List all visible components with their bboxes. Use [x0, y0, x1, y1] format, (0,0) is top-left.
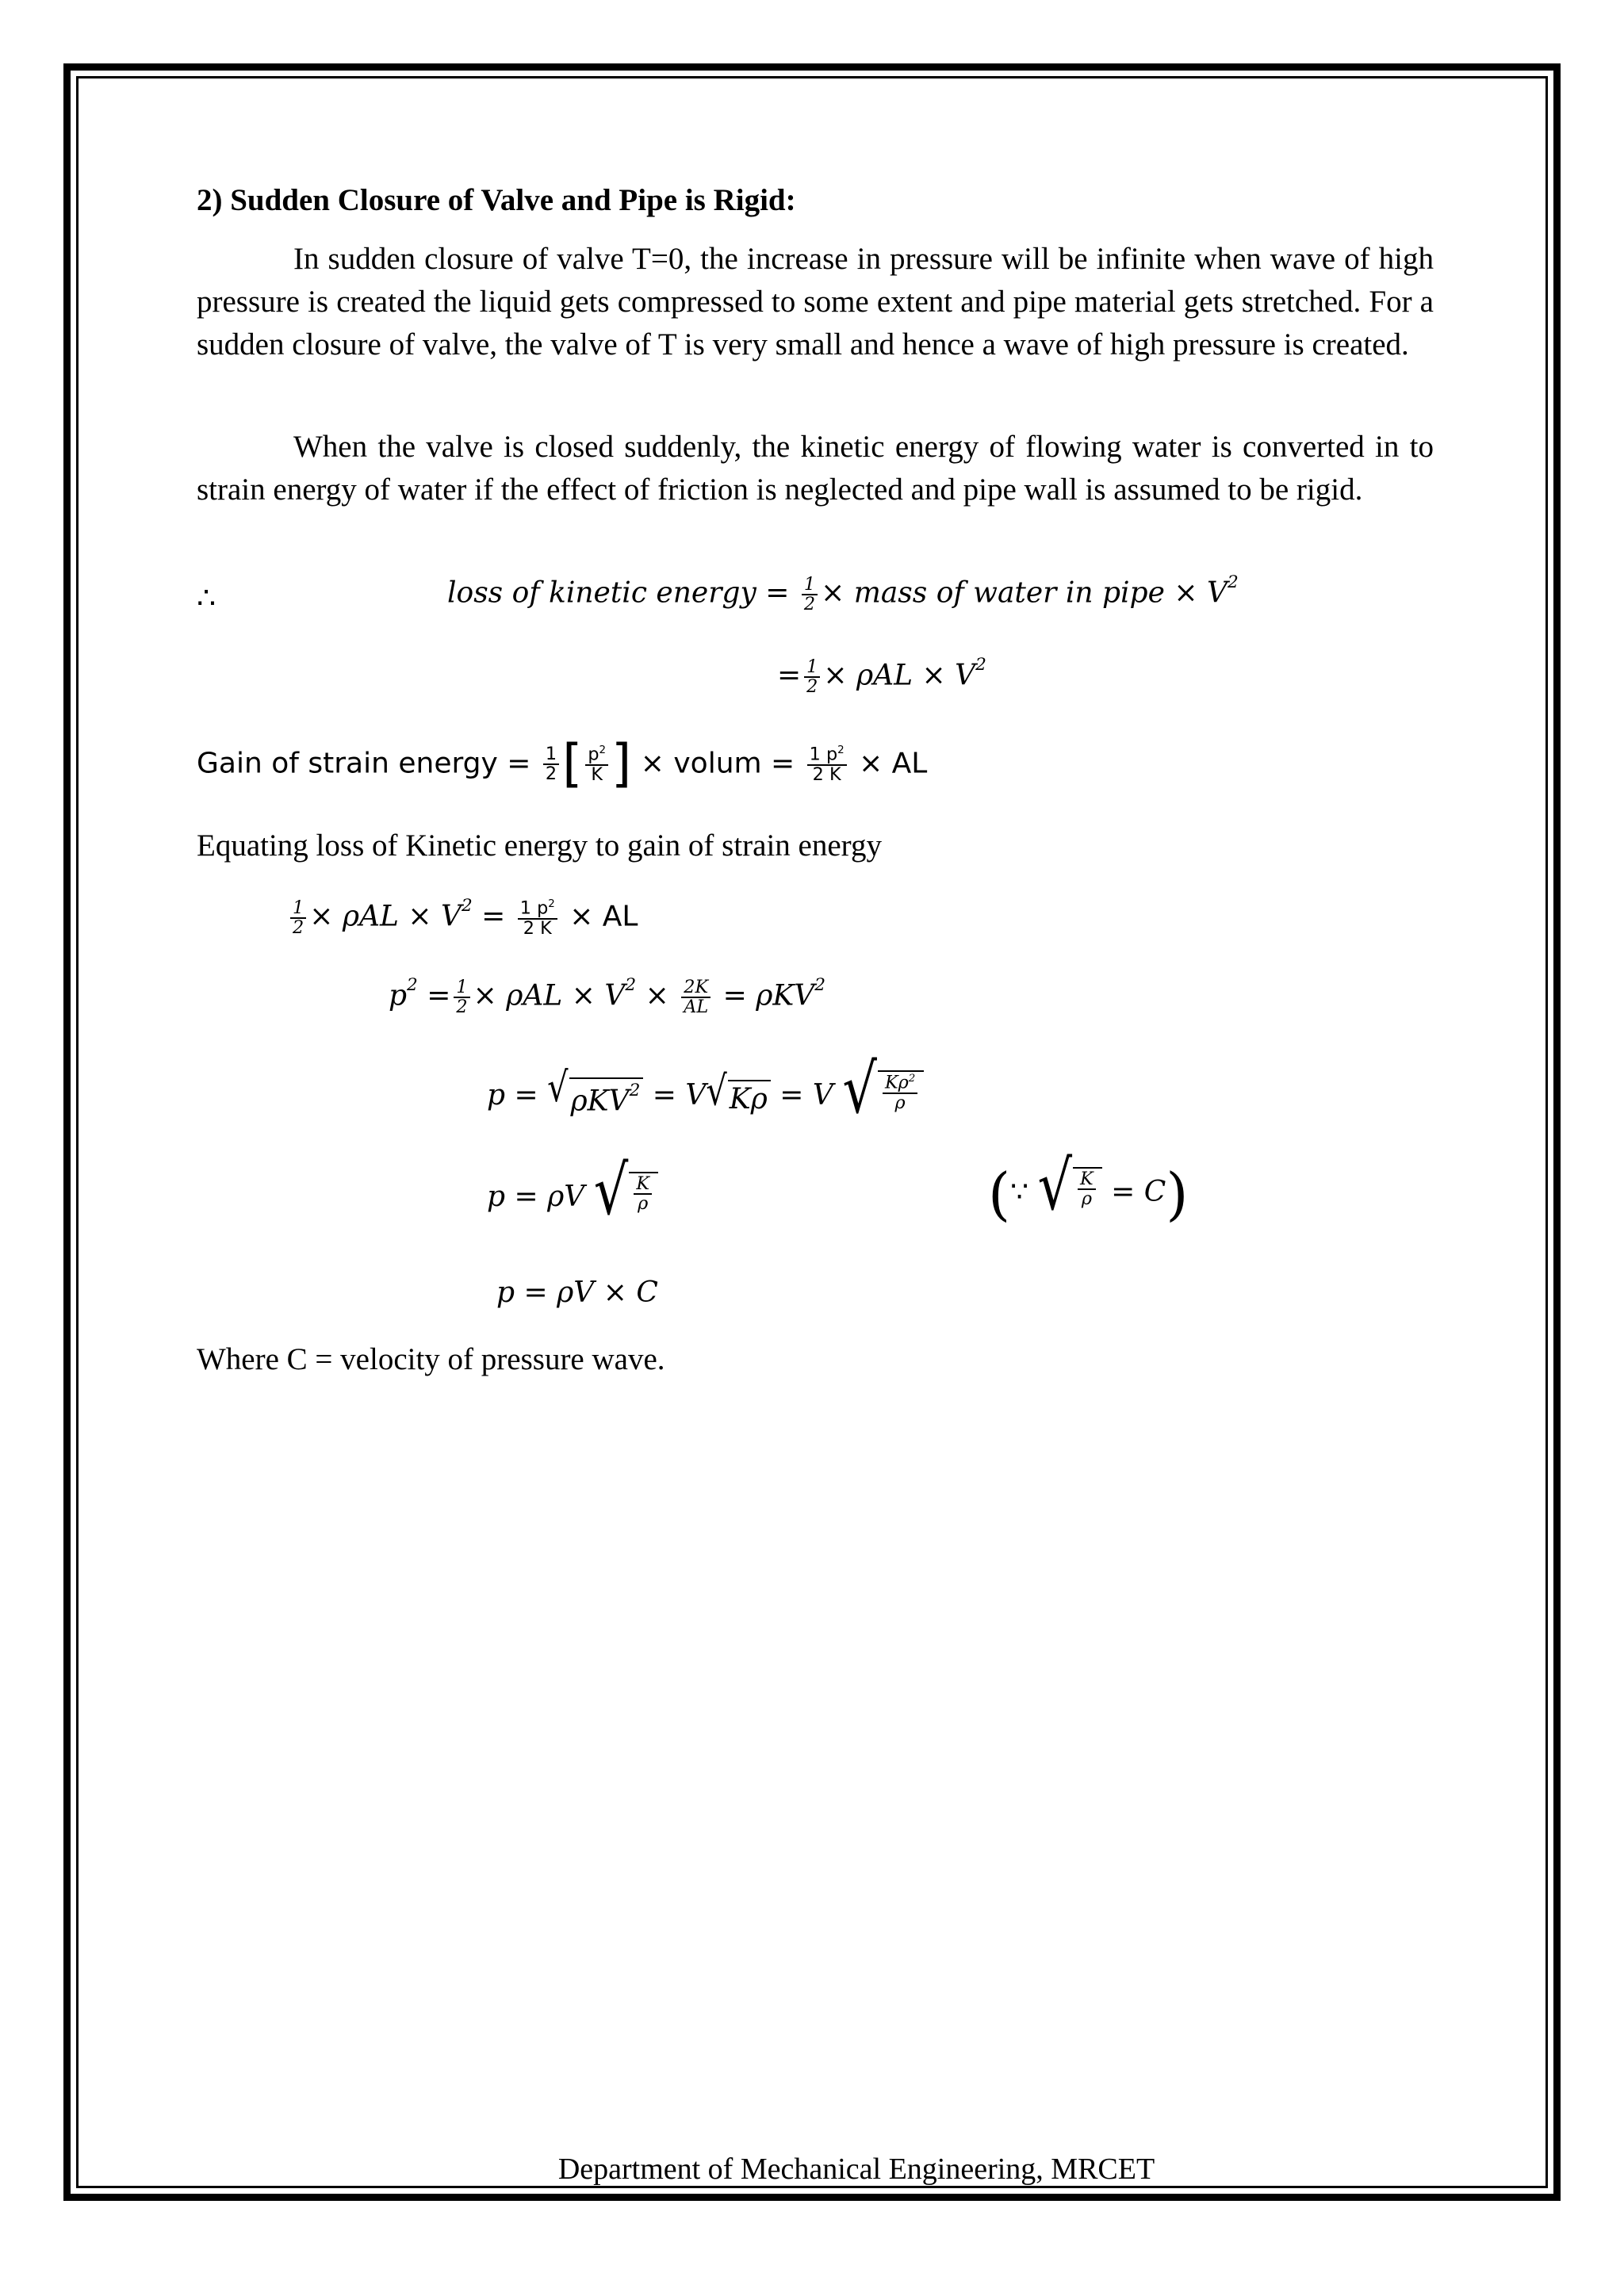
page-footer: Department of Mechanical Engineering, MRCET — [557, 2152, 1155, 2186]
equation-kinetic-energy-loss: loss of kinetic energy = $\frac{1}{2}$ × mass of water in pipe × $V^2$ — [447, 572, 1239, 615]
equation-energy-balance: $\frac{1}{2}$ × $\rho AL \times V^2$ = $\frac{1 p^2}{2 K}$ × AL — [287, 896, 638, 938]
mass-label: mass of water in pipe — [853, 576, 1165, 610]
paragraph-sudden-closure: In sudden closure of valve T=0, the increase in pressure will be infinite when wave of high pressure is created the liquid gets compressed to some extent and pipe material gets stretched. For a sudden closure of valve, the valve of T is very small and hence a wave of high pressure is created. — [197, 242, 1434, 362]
ke-loss-label: loss of kinetic energy — [447, 576, 756, 610]
equation-pressure-velocity: p = ρV √ $\frac{K}{\rho}$ — [487, 1172, 658, 1226]
therefore-symbol: ∴ — [197, 582, 216, 615]
definition-c: Where C = velocity of pressure wave. — [197, 1342, 665, 1376]
equation-kinetic-energy-expanded: = $\frac{1}{2}$ × $\rho AL \times V^2$ — [777, 655, 986, 698]
equating-statement: Equating loss of Kinetic energy to gain of strain energy — [197, 828, 882, 863]
equation-pressure-squared: $p^2$ = $\frac{1}{2}$ × $\rho AL \times V^2$ × $\frac{2K}{AL}$ = ρKV$^2$ — [389, 975, 826, 1018]
equation-wave-velocity-note: (∵ √ $\frac{K}{\rho}$ = C) — [988, 1147, 1189, 1227]
equation-strain-energy-gain: Gain of strain energy = $\frac{1}{2}$ [ $\frac{p^2}{K}$ ] × volum = $\frac{1 p^2}{2 K}$ × AL — [197, 734, 928, 794]
page-border-inner — [76, 76, 1548, 2188]
equation-pressure-root: p = √ ρKV$^2$ = V √ Kρ = V √ $\frac{K\rho^2}{\rho}$ — [487, 1070, 924, 1124]
equation-pressure-final: p = ρV × C — [496, 1276, 658, 1309]
section-heading: 2) Sudden Closure of Valve and Pipe is Rigid: — [197, 183, 796, 217]
paragraph-kinetic-energy: When the valve is closed suddenly, the kinetic energy of flowing water is converted in to strain energy of water if the effect of friction is neglected and pipe wall is assumed to be rigid. — [197, 430, 1434, 507]
volume-label: volum — [673, 747, 762, 780]
strain-energy-label: Gain of strain energy — [197, 747, 498, 780]
